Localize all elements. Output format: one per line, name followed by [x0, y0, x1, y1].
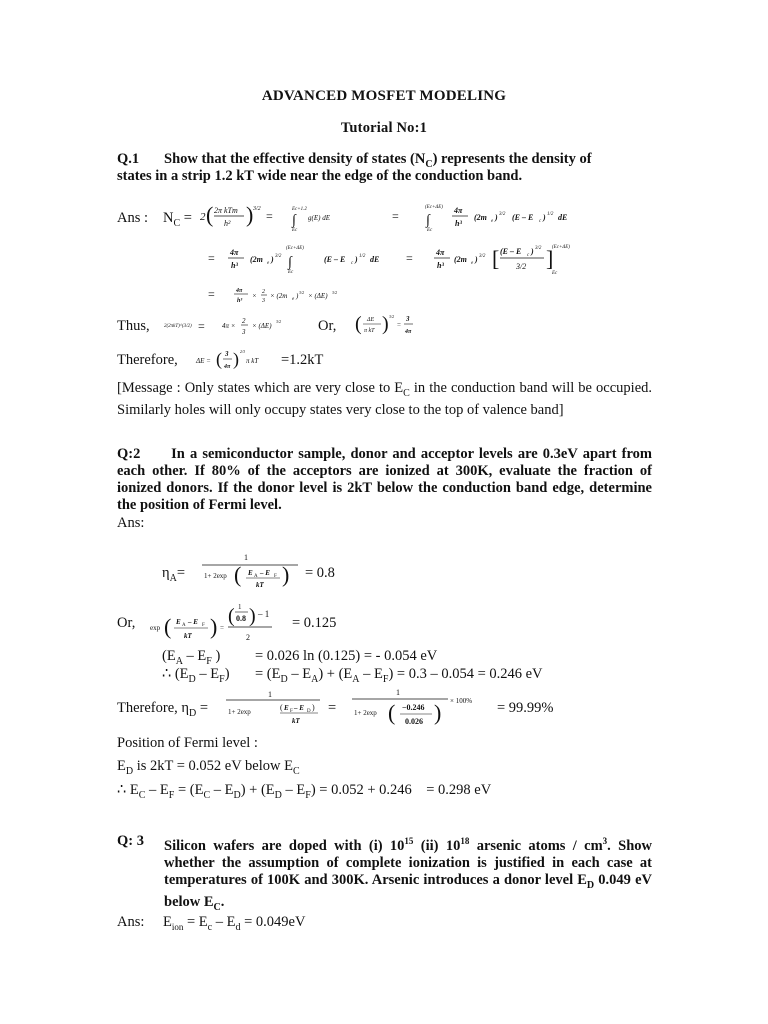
svg-text:0.026: 0.026: [405, 717, 423, 726]
q2-eta-a-value: = 0.8: [305, 565, 335, 581]
q2-question-text: In a semiconductor sample, donor and acceptor levels are 0.3eV apart from each other. If 80% of the acceptors are ionized at 300K, evaluate the fraction of ionized donors. If the donor level is 2kT below the conduction band edge, determine the position of Fermi level.: [117, 446, 652, 513]
svg-text:4π: 4π: [224, 364, 231, 370]
q1-label: Q.1: [117, 151, 140, 167]
svg-text:D: D: [307, 709, 311, 714]
q1-equation-block: [200, 198, 610, 308]
svg-text:ΔE: ΔE: [367, 317, 375, 323]
svg-text:(: (: [206, 202, 214, 227]
svg-text:Ec: Ec: [427, 228, 433, 233]
svg-text:h³: h³: [231, 261, 238, 270]
svg-text:h³: h³: [237, 298, 243, 304]
svg-text:(: (: [228, 605, 235, 627]
svg-text:4π: 4π: [230, 248, 239, 257]
svg-text:3/2: 3/2: [516, 262, 527, 271]
q2-line2-lhs: ∴ $(E_D - E_F)$: [162, 666, 230, 685]
q1-nc-label: $N_C$ =: [163, 210, 192, 229]
svg-text:1/2: 1/2: [547, 212, 554, 217]
svg-text:kT: kT: [256, 581, 264, 589]
svg-text:E: E: [176, 618, 181, 626]
svg-text:=: =: [397, 321, 401, 329]
svg-text:3/2: 3/2: [389, 314, 395, 319]
svg-text:(: (: [280, 703, 283, 712]
q1-message: [Message : Only states which are very close to $E_C$ in the conduction band will be occupied. Similarly holes will only occupy states very close to the top of valence band]: [117, 380, 653, 418]
svg-text:(: (: [216, 349, 222, 369]
svg-text:): ): [543, 213, 546, 222]
svg-text:(: (: [234, 562, 242, 587]
svg-text:1+ 2exp: 1+ 2exp: [354, 709, 377, 717]
svg-text:−0.246: −0.246: [402, 703, 425, 712]
svg-text:(Ec+ΔE): (Ec+ΔE): [425, 205, 443, 210]
svg-text:h²: h²: [224, 219, 231, 228]
svg-text:2: 2: [246, 633, 250, 642]
q2-label: Q:2: [117, 446, 141, 462]
svg-text:=: =: [392, 209, 399, 223]
svg-text:2: 2: [200, 211, 206, 223]
svg-text:exp: exp: [150, 624, 161, 632]
svg-text:2π kTm: 2π kTm: [214, 206, 238, 215]
svg-text:): ): [249, 605, 256, 627]
svg-text:3/2: 3/2: [332, 290, 338, 295]
q1-question-line2: states in a strip 1.2 kT wide near the edge of the conduction band.: [117, 168, 523, 184]
svg-text:kT: kT: [184, 632, 192, 640]
q2-or-equation: [148, 598, 288, 644]
svg-text:(E – E: (E – E: [500, 247, 522, 256]
svg-text:∫: ∫: [426, 213, 430, 228]
q2-eta-a-label: $\eta_A=$: [162, 565, 186, 584]
svg-text:E: E: [248, 569, 253, 577]
page-title: ADVANCED MOSFET MODELING: [261, 88, 507, 104]
svg-text:3: 3: [262, 298, 265, 304]
svg-text:π kT: π kT: [246, 357, 259, 365]
svg-text:): ): [246, 202, 254, 227]
svg-text:(: (: [388, 700, 396, 725]
svg-text:2(2πkT)^(3/2): 2(2πkT)^(3/2): [164, 324, 192, 329]
q1-or-equation: [355, 308, 435, 340]
q2-therefore-label: Therefore, $\eta_D$ =: [117, 700, 209, 719]
svg-text:(: (: [164, 614, 172, 639]
q1-therefore-equation: [194, 344, 274, 374]
svg-text:): ): [434, 700, 442, 725]
svg-text:(Ec+ΔE): (Ec+ΔE): [286, 246, 304, 251]
svg-text:(E – E: (E – E: [512, 213, 534, 222]
svg-text:3/2: 3/2: [276, 319, 282, 324]
svg-text:0.8: 0.8: [236, 614, 246, 623]
svg-text:2: 2: [262, 289, 265, 295]
svg-text:e: e: [491, 219, 494, 224]
q3-label: Q: 3: [117, 833, 144, 849]
q2-position-line2: ∴ $E_C - E_F = (E_C - E_D) + (E_D - E_F) = 0.052 + 0.246$ = 0.298 eV: [117, 782, 492, 801]
svg-text:3/2: 3/2: [299, 290, 305, 295]
q1-thus-label: Thus,: [117, 318, 150, 334]
tutorial-number: Tutorial No:1: [340, 120, 428, 136]
svg-text:c: c: [527, 253, 530, 258]
svg-text:1+ 2exp: 1+ 2exp: [204, 572, 227, 580]
svg-text:3/2: 3/2: [535, 246, 542, 251]
svg-text:– E: – E: [260, 569, 270, 577]
svg-text:h³: h³: [437, 261, 444, 270]
svg-text:]: ]: [546, 246, 554, 271]
svg-text:3/2: 3/2: [499, 212, 506, 217]
svg-text:A: A: [254, 574, 258, 579]
svg-text:– E: – E: [294, 704, 304, 712]
svg-text:): ): [271, 255, 274, 264]
q2-line2-rhs: = $(E_D - E_A) + (E_A - E_F) = 0.3 - 0.054 = 0.246$ eV: [255, 666, 543, 685]
svg-text:Ec: Ec: [552, 271, 558, 276]
q3-ans-label: Ans:: [117, 914, 145, 930]
svg-text:∫: ∫: [292, 213, 296, 228]
svg-text:× 100%: × 100%: [450, 697, 473, 705]
svg-text:4π: 4π: [236, 288, 243, 294]
svg-text:): ): [355, 255, 358, 264]
svg-text:4π: 4π: [405, 329, 412, 335]
svg-text:(: (: [355, 313, 362, 335]
svg-text:A: A: [182, 623, 186, 628]
svg-text:F: F: [274, 574, 277, 579]
q2-position-title: Position of Fermi level :: [117, 735, 258, 751]
svg-text:[: [: [492, 246, 500, 271]
q2-question: [117, 446, 652, 514]
svg-text:=: =: [208, 287, 215, 301]
q2-eq-sign: =: [328, 700, 337, 716]
q2-eta-d-fraction: [224, 686, 324, 728]
svg-text:): ): [233, 349, 239, 369]
svg-text:× (2m: × (2m: [270, 292, 288, 300]
svg-text:F: F: [202, 623, 205, 628]
svg-text:): ): [382, 313, 389, 335]
q2-eta-d-numeric: [350, 684, 490, 730]
svg-text:=: =: [220, 624, 224, 632]
q2-ans-label: Ans:: [117, 515, 145, 531]
svg-text:c: c: [539, 219, 542, 224]
svg-text:=: =: [198, 319, 205, 333]
svg-text:dE: dE: [370, 255, 380, 264]
svg-text:× (ΔE): × (ΔE): [252, 322, 272, 330]
svg-text:(Ec+ΔE): (Ec+ΔE): [552, 245, 570, 250]
svg-text:– 1: – 1: [258, 609, 270, 619]
svg-text:): ): [531, 247, 534, 256]
q2-line1-rhs: = 0.026 ln (0.125) = - 0.054 eV: [255, 648, 438, 664]
svg-text:kT: kT: [292, 717, 300, 725]
svg-text:1: 1: [238, 603, 242, 611]
svg-text:2: 2: [242, 317, 246, 325]
svg-text:(2m: (2m: [474, 213, 487, 222]
svg-text:3: 3: [406, 315, 410, 323]
svg-text:× (ΔE): × (ΔE): [308, 292, 328, 300]
svg-text:e: e: [267, 261, 270, 266]
svg-text:3/2: 3/2: [253, 206, 261, 212]
svg-text:4π ×: 4π ×: [222, 322, 236, 330]
svg-text:dE: dE: [558, 213, 568, 222]
svg-text:e: e: [471, 261, 474, 266]
svg-text:3: 3: [242, 328, 246, 336]
q3-ans-text: $E_{ion} = E_c - E_d = 0.049eV$: [163, 914, 306, 933]
svg-text:(2m: (2m: [250, 255, 263, 264]
q2-line1-lhs: ($E_A - E_F$ ): [162, 648, 221, 667]
svg-text:4π: 4π: [454, 206, 463, 215]
svg-text:∫: ∫: [288, 255, 292, 270]
svg-text:): ): [296, 292, 299, 300]
q2-eta-a-fraction: [198, 548, 308, 594]
svg-text:3/2: 3/2: [275, 254, 282, 259]
svg-text:g(E) dE: g(E) dE: [308, 214, 330, 222]
q1-or-label: Or,: [318, 318, 337, 334]
svg-text:(2m: (2m: [454, 255, 467, 264]
svg-text:E: E: [284, 704, 289, 712]
q2-position-line1: $E_D$ is 2kT = 0.052 eV below $E_C$: [117, 758, 300, 777]
svg-text:– E: – E: [188, 618, 198, 626]
svg-text:): ): [210, 614, 218, 639]
q1-ans-label: Ans :: [117, 210, 149, 226]
svg-text:4π: 4π: [436, 248, 445, 257]
svg-text:Ec: Ec: [288, 270, 294, 275]
svg-text:Ec+1.2: Ec+1.2: [292, 207, 307, 212]
svg-text:ΔE =: ΔE =: [196, 357, 211, 365]
q2-or-value: = 0.125: [292, 615, 337, 631]
svg-text:F: F: [290, 709, 293, 714]
svg-text:π kT: π kT: [364, 328, 375, 334]
svg-text:1/2: 1/2: [359, 254, 366, 259]
svg-text:e: e: [292, 297, 295, 302]
svg-text:=: =: [208, 251, 215, 265]
svg-text:1: 1: [396, 688, 400, 697]
svg-text:3: 3: [225, 350, 229, 358]
q1-therefore-label: Therefore,: [117, 352, 178, 368]
svg-text:2/3: 2/3: [240, 349, 246, 354]
svg-text:): ): [312, 703, 315, 712]
q1-question: Show that the effective density of states $(N_C)$ represents the density of: [164, 151, 592, 170]
svg-text:×: ×: [252, 292, 257, 300]
svg-text:Ec: Ec: [292, 228, 298, 233]
q1-result: =1.2kT: [281, 352, 324, 368]
svg-text:1: 1: [268, 690, 272, 699]
svg-text:c: c: [351, 261, 354, 266]
svg-text:1: 1: [244, 553, 248, 562]
svg-text:3/2: 3/2: [479, 254, 486, 259]
svg-text:): ): [495, 213, 498, 222]
q2-eta-d-result: = 99.99%: [497, 700, 554, 716]
svg-text:h³: h³: [455, 219, 462, 228]
svg-text:=: =: [406, 251, 413, 265]
svg-text:1+ 2exp: 1+ 2exp: [228, 708, 251, 716]
q2-or-label: Or,: [117, 615, 136, 631]
svg-text:): ): [282, 562, 290, 587]
q3-question: Silicon wafers are doped with (i) $10^{15}$ (ii) $10^{18}$ arsenic atoms / $cm^3$. Show whether the assumption of complete ionization is justified in each case at temperatures of 100K and 300K. Arsenic introduces a donor level $E_D$ 0.049 eV below $E_C$.: [164, 836, 653, 913]
svg-text:(E – E: (E – E: [324, 255, 346, 264]
svg-text:=: =: [266, 209, 273, 223]
svg-text:): ): [475, 255, 478, 264]
